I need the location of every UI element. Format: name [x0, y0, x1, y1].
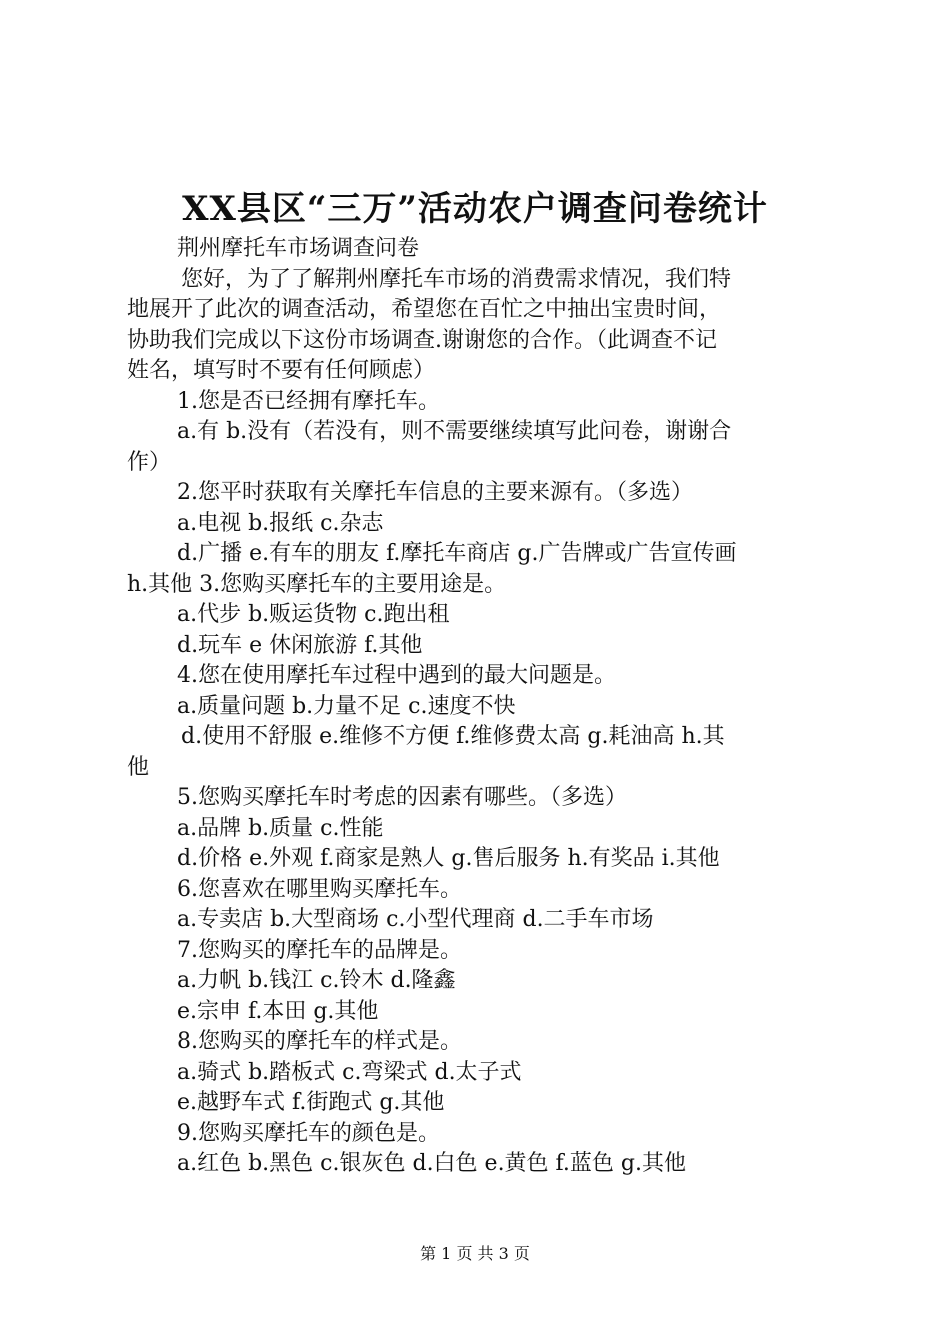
text-line: 您好，为了了解荆州摩托车市场的消费需求情况，我们特	[181, 266, 732, 292]
text-line: 7.您购买的摩托车的品牌是。	[177, 937, 462, 963]
text-line: h.其他 3.您购买摩托车的主要用途是。	[127, 571, 507, 597]
text-line: 2.您平时获取有关摩托车信息的主要来源有。（多选）	[177, 480, 693, 505]
text-line: 9.您购买摩托车的颜色是。	[177, 1120, 440, 1146]
text-line: 协助我们完成以下这份市场调查.谢谢您的合作。（此调查不记	[127, 327, 717, 353]
text-line: a.质量问题 b.力量不足 c.速度不快	[177, 693, 516, 719]
text-line: 6.您喜欢在哪里购买摩托车。	[177, 876, 462, 902]
text-line: a.代步 b.贩运货物 c.跑出租	[177, 602, 450, 627]
text-line: a.有 b.没有（若没有，则不需要继续填写此问卷，谢谢合	[177, 419, 732, 444]
text-line: 荆州摩托车市场调查问卷	[177, 236, 420, 261]
text-line: e.宗申 f.本田 g.其他	[177, 998, 379, 1024]
document-body	[127, 234, 832, 1180]
text-line: a.骑式 b.踏板式 c.弯梁式 d.太子式	[177, 1059, 522, 1085]
text-line: 姓名，填写时不要有任何顾虑）	[127, 358, 436, 383]
text-line: a.品牌 b.质量 c.性能	[177, 815, 384, 841]
document-title: XX县区“三万”活动农户调查问卷统计	[182, 189, 768, 229]
text-line: 他	[127, 754, 150, 780]
text-line: a.力帆 b.钱江 c.铃木 d.隆鑫	[177, 968, 456, 993]
text-line: d.玩车 e 休闲旅游 f.其他	[177, 632, 423, 658]
text-line: 地展开了此次的调查活动，希望您在百忙之中抽出宝贵时间，	[127, 297, 722, 322]
text-line: d.使用不舒服 e.维修不方便 f.维修费太高 g.耗油高 h.其	[181, 724, 725, 749]
text-line: 1.您是否已经拥有摩托车。	[177, 388, 440, 414]
text-line: a.红色 b.黑色 c.银灰色 d.白色 e.黄色 f.蓝色 g.其他	[177, 1151, 686, 1176]
text-line: e.越野车式 f.街跑式 g.其他	[177, 1090, 445, 1115]
text-line: d.广播 e.有车的朋友 f.摩托车商店 g.广告牌或广告宣传画	[177, 541, 737, 566]
text-line: d.价格 e.外观 f.商家是熟人 g.售后服务 h.有奖品 i.其他	[177, 846, 720, 871]
text-line: 5.您购买摩托车时考虑的因素有哪些。（多选）	[177, 785, 627, 810]
text-line: 8.您购买的摩托车的样式是。	[177, 1029, 462, 1054]
text-line: 作）	[127, 449, 172, 475]
text-line: a.电视 b.报纸 c.杂志	[177, 510, 384, 536]
text-line: a.专卖店 b.大型商场 c.小型代理商 d.二手车市场	[177, 907, 654, 932]
page-footer: 第 1 页 共 3 页	[420, 1244, 530, 1263]
text-line: 4.您在使用摩托车过程中遇到的最大问题是。	[177, 663, 616, 688]
